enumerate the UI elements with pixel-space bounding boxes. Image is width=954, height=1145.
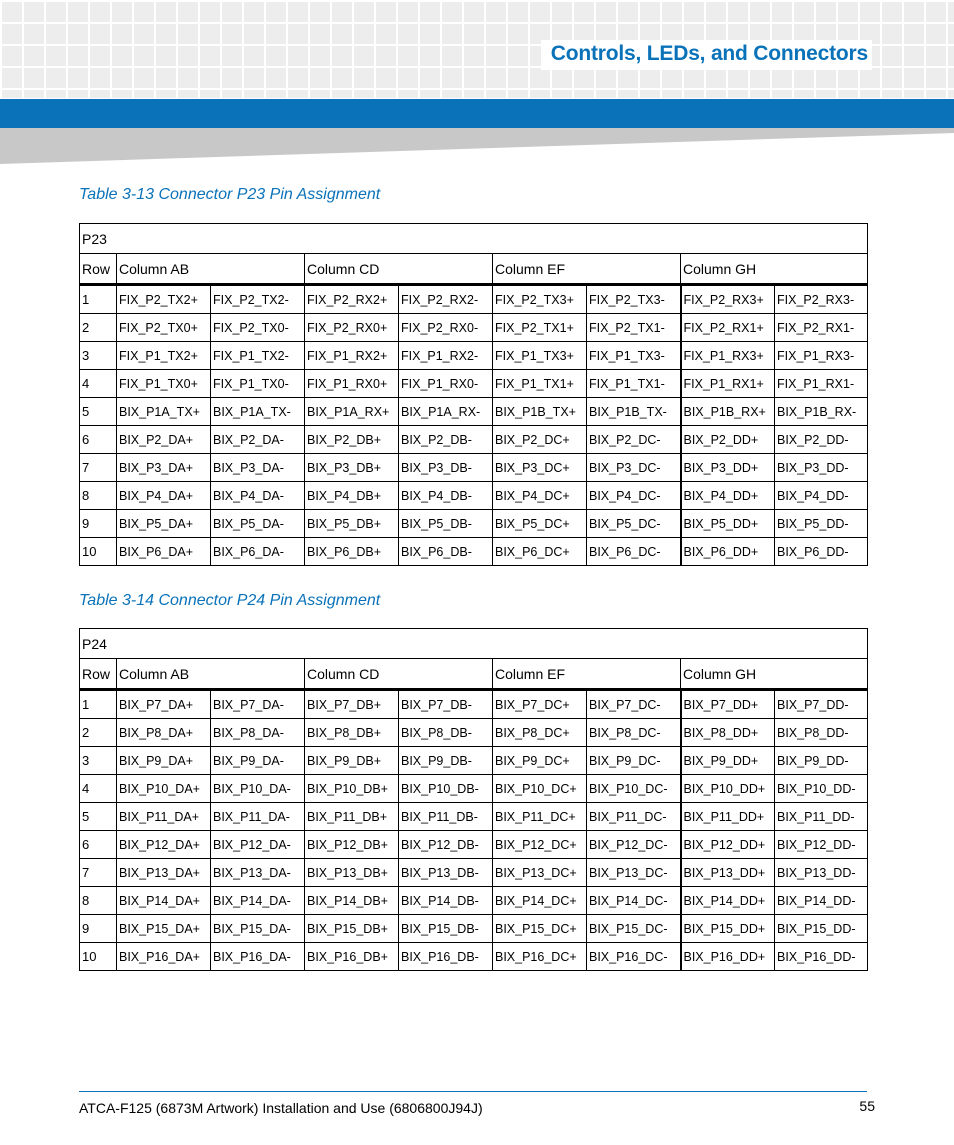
column-header: Column GH	[681, 254, 868, 285]
pin-table-p23	[79, 223, 868, 566]
pin-signal: BIX_P13_DA+	[117, 859, 211, 887]
pin-signal: BIX_P6_DB+	[305, 538, 399, 566]
row-number: 5	[80, 398, 117, 426]
table-row	[80, 887, 868, 915]
pin-signal: FIX_P2_TX0-	[211, 314, 305, 342]
pin-signal: BIX_P16_DA-	[211, 943, 305, 971]
pin-signal: FIX_P2_RX2+	[305, 285, 399, 314]
pin-signal: BIX_P8_DC-	[587, 719, 681, 747]
pin-signal: FIX_P1_TX2+	[117, 342, 211, 370]
pin-signal: BIX_P16_DA+	[117, 943, 211, 971]
pin-signal: FIX_P1_TX3+	[493, 342, 587, 370]
table-row	[80, 747, 868, 775]
header-wedge	[0, 128, 954, 164]
pin-signal: BIX_P8_DC+	[493, 719, 587, 747]
pin-signal: BIX_P12_DA+	[117, 831, 211, 859]
pin-signal: FIX_P1_TX0+	[117, 370, 211, 398]
pin-signal: BIX_P11_DA+	[117, 803, 211, 831]
pin-signal: BIX_P5_DB-	[399, 510, 493, 538]
pin-signal: BIX_P16_DB+	[305, 943, 399, 971]
row-number: 8	[80, 482, 117, 510]
pin-signal: BIX_P11_DD-	[775, 803, 868, 831]
table-row	[80, 690, 868, 719]
pin-signal: BIX_P4_DD-	[775, 482, 868, 510]
pin-signal: BIX_P9_DD+	[681, 747, 775, 775]
row-number: 10	[80, 538, 117, 566]
row-number: 4	[80, 775, 117, 803]
pin-signal: BIX_P6_DC+	[493, 538, 587, 566]
pin-signal: BIX_P15_DC-	[587, 915, 681, 943]
pin-signal: BIX_P9_DB+	[305, 747, 399, 775]
pin-signal: FIX_P2_TX1-	[587, 314, 681, 342]
table-row	[80, 719, 868, 747]
pin-signal: BIX_P2_DA-	[211, 426, 305, 454]
column-header: Column AB	[117, 659, 305, 690]
pin-signal: BIX_P12_DB+	[305, 831, 399, 859]
column-header: Column EF	[493, 659, 681, 690]
pin-signal: BIX_P15_DA+	[117, 915, 211, 943]
pin-table-p24	[79, 628, 868, 971]
pin-signal: BIX_P8_DD+	[681, 719, 775, 747]
pin-signal: BIX_P15_DA-	[211, 915, 305, 943]
pin-signal: BIX_P2_DD-	[775, 426, 868, 454]
pin-signal: FIX_P1_TX0-	[211, 370, 305, 398]
pin-signal: BIX_P13_DD+	[681, 859, 775, 887]
pin-signal: BIX_P5_DC+	[493, 510, 587, 538]
pin-signal: BIX_P15_DD-	[775, 915, 868, 943]
pin-signal: FIX_P1_RX1-	[775, 370, 868, 398]
pin-signal: FIX_P1_TX1-	[587, 370, 681, 398]
pin-signal: BIX_P3_DB-	[399, 454, 493, 482]
pin-signal: BIX_P10_DD+	[681, 775, 775, 803]
pin-signal: BIX_P12_DD+	[681, 831, 775, 859]
pin-signal: BIX_P4_DB-	[399, 482, 493, 510]
pin-signal: BIX_P6_DA+	[117, 538, 211, 566]
pin-signal: BIX_P12_DA-	[211, 831, 305, 859]
pin-signal: BIX_P6_DB-	[399, 538, 493, 566]
pin-signal: FIX_P1_RX0+	[305, 370, 399, 398]
pin-signal: BIX_P9_DA-	[211, 747, 305, 775]
pin-signal: BIX_P3_DD-	[775, 454, 868, 482]
connector-name: P24	[80, 629, 868, 659]
pin-signal: FIX_P1_RX3-	[775, 342, 868, 370]
table-row	[80, 831, 868, 859]
pin-signal: BIX_P13_DB+	[305, 859, 399, 887]
pin-signal: BIX_P8_DB+	[305, 719, 399, 747]
pin-signal: BIX_P4_DD+	[681, 482, 775, 510]
pin-signal: FIX_P2_TX0+	[117, 314, 211, 342]
pin-signal: BIX_P10_DD-	[775, 775, 868, 803]
pin-signal: BIX_P5_DA+	[117, 510, 211, 538]
pin-signal: BIX_P15_DC+	[493, 915, 587, 943]
table-row	[80, 859, 868, 887]
pin-signal: BIX_P10_DC+	[493, 775, 587, 803]
footer-document-title: ATCA-F125 (6873M Artwork) Installation and Use (6806800J94J)	[79, 1100, 483, 1116]
table-caption-p23: Table 3-13 Connector P23 Pin Assignment	[79, 186, 381, 203]
pin-signal: FIX_P1_RX3+	[681, 342, 775, 370]
pin-signal: BIX_P11_DC+	[493, 803, 587, 831]
table-row	[80, 943, 868, 971]
page-number: 55	[859, 1098, 875, 1114]
pin-signal: FIX_P2_RX0-	[399, 314, 493, 342]
pin-signal: FIX_P2_TX2+	[117, 285, 211, 314]
pin-signal: BIX_P1A_TX+	[117, 398, 211, 426]
pin-signal: BIX_P6_DC-	[587, 538, 681, 566]
pin-signal: BIX_P2_DD+	[681, 426, 775, 454]
pin-signal: BIX_P12_DD-	[775, 831, 868, 859]
table-row	[80, 398, 868, 426]
pin-signal: BIX_P14_DC+	[493, 887, 587, 915]
row-number: 2	[80, 314, 117, 342]
table-row	[80, 482, 868, 510]
pin-signal: BIX_P14_DC-	[587, 887, 681, 915]
pin-signal: BIX_P9_DC-	[587, 747, 681, 775]
pin-signal: BIX_P13_DC-	[587, 859, 681, 887]
pin-signal: FIX_P1_RX2+	[305, 342, 399, 370]
pin-signal: BIX_P4_DC-	[587, 482, 681, 510]
pin-signal: BIX_P2_DA+	[117, 426, 211, 454]
pin-signal: BIX_P8_DB-	[399, 719, 493, 747]
pin-signal: BIX_P2_DB-	[399, 426, 493, 454]
pin-signal: BIX_P15_DB+	[305, 915, 399, 943]
pin-signal: FIX_P1_TX3-	[587, 342, 681, 370]
pin-signal: BIX_P4_DA+	[117, 482, 211, 510]
pin-signal: BIX_P12_DB-	[399, 831, 493, 859]
pin-signal: FIX_P2_TX1+	[493, 314, 587, 342]
pin-signal: BIX_P8_DA-	[211, 719, 305, 747]
pin-signal: BIX_P2_DC+	[493, 426, 587, 454]
table-row	[80, 370, 868, 398]
pin-signal: BIX_P13_DA-	[211, 859, 305, 887]
column-header: Column GH	[681, 659, 868, 690]
pin-signal: BIX_P1B_RX-	[775, 398, 868, 426]
pin-signal: BIX_P9_DC+	[493, 747, 587, 775]
pin-signal: BIX_P8_DA+	[117, 719, 211, 747]
column-header: Column CD	[305, 659, 493, 690]
pin-signal: BIX_P1B_TX-	[587, 398, 681, 426]
pin-signal: FIX_P1_RX0-	[399, 370, 493, 398]
pin-signal: BIX_P3_DC-	[587, 454, 681, 482]
pin-signal: BIX_P2_DB+	[305, 426, 399, 454]
pin-signal: BIX_P14_DB-	[399, 887, 493, 915]
pin-signal: BIX_P6_DA-	[211, 538, 305, 566]
pin-signal: FIX_P1_RX2-	[399, 342, 493, 370]
column-header: Column AB	[117, 254, 305, 285]
pin-signal: BIX_P5_DA-	[211, 510, 305, 538]
pin-signal: BIX_P11_DD+	[681, 803, 775, 831]
pin-signal: FIX_P2_RX2-	[399, 285, 493, 314]
table-row	[80, 285, 868, 314]
pin-signal: FIX_P2_RX3-	[775, 285, 868, 314]
pin-signal: BIX_P13_DB-	[399, 859, 493, 887]
row-column-header: Row	[80, 254, 117, 285]
pin-signal: BIX_P4_DB+	[305, 482, 399, 510]
pin-signal: BIX_P3_DC+	[493, 454, 587, 482]
pin-signal: FIX_P1_TX2-	[211, 342, 305, 370]
pin-signal: BIX_P10_DB+	[305, 775, 399, 803]
pin-signal: BIX_P7_DB-	[399, 690, 493, 719]
pin-signal: BIX_P3_DA+	[117, 454, 211, 482]
pin-signal: BIX_P1A_RX-	[399, 398, 493, 426]
connector-title-row	[80, 629, 868, 659]
pin-signal: FIX_P2_TX2-	[211, 285, 305, 314]
pin-signal: BIX_P5_DD-	[775, 510, 868, 538]
connector-name: P23	[80, 224, 868, 254]
pin-signal: BIX_P1B_TX+	[493, 398, 587, 426]
pin-signal: BIX_P9_DA+	[117, 747, 211, 775]
pin-signal: BIX_P13_DD-	[775, 859, 868, 887]
table-row	[80, 510, 868, 538]
table-row	[80, 314, 868, 342]
table-row	[80, 803, 868, 831]
pin-signal: BIX_P16_DD+	[681, 943, 775, 971]
pin-signal: BIX_P12_DC-	[587, 831, 681, 859]
column-header: Column CD	[305, 254, 493, 285]
pin-signal: FIX_P2_RX3+	[681, 285, 775, 314]
row-number: 10	[80, 943, 117, 971]
pin-signal: BIX_P4_DC+	[493, 482, 587, 510]
pin-signal: BIX_P3_DD+	[681, 454, 775, 482]
table-row	[80, 775, 868, 803]
pin-signal: BIX_P10_DB-	[399, 775, 493, 803]
row-number: 9	[80, 510, 117, 538]
row-number: 6	[80, 426, 117, 454]
pin-signal: BIX_P7_DC+	[493, 690, 587, 719]
connector-title-row	[80, 224, 868, 254]
header-band	[0, 99, 954, 128]
pin-signal: BIX_P6_DD+	[681, 538, 775, 566]
table-row	[80, 454, 868, 482]
row-number: 9	[80, 915, 117, 943]
table-row	[80, 426, 868, 454]
pin-signal: BIX_P7_DA-	[211, 690, 305, 719]
row-number: 1	[80, 285, 117, 314]
row-number: 4	[80, 370, 117, 398]
pin-signal: BIX_P6_DD-	[775, 538, 868, 566]
footer-rule	[79, 1091, 867, 1092]
pin-signal: BIX_P10_DA+	[117, 775, 211, 803]
pin-signal: BIX_P14_DB+	[305, 887, 399, 915]
pin-signal: BIX_P12_DC+	[493, 831, 587, 859]
pin-signal: BIX_P4_DA-	[211, 482, 305, 510]
pin-signal: BIX_P1A_RX+	[305, 398, 399, 426]
pin-signal: BIX_P8_DD-	[775, 719, 868, 747]
pin-signal: BIX_P7_DB+	[305, 690, 399, 719]
pin-signal: FIX_P1_TX1+	[493, 370, 587, 398]
table-row	[80, 915, 868, 943]
pin-signal: BIX_P14_DA+	[117, 887, 211, 915]
row-number: 7	[80, 859, 117, 887]
pin-signal: BIX_P3_DB+	[305, 454, 399, 482]
pin-signal: BIX_P5_DC-	[587, 510, 681, 538]
pin-signal: BIX_P11_DB-	[399, 803, 493, 831]
row-number: 3	[80, 747, 117, 775]
pin-signal: BIX_P16_DB-	[399, 943, 493, 971]
row-number: 2	[80, 719, 117, 747]
pin-signal: BIX_P9_DB-	[399, 747, 493, 775]
pin-signal: FIX_P2_RX0+	[305, 314, 399, 342]
pin-signal: BIX_P5_DD+	[681, 510, 775, 538]
pin-signal: FIX_P2_TX3+	[493, 285, 587, 314]
pin-signal: BIX_P10_DC-	[587, 775, 681, 803]
row-number: 8	[80, 887, 117, 915]
row-number: 3	[80, 342, 117, 370]
row-column-header: Row	[80, 659, 117, 690]
pin-signal: BIX_P1A_TX-	[211, 398, 305, 426]
pin-signal: FIX_P2_RX1+	[681, 314, 775, 342]
row-number: 1	[80, 690, 117, 719]
pin-signal: BIX_P15_DD+	[681, 915, 775, 943]
pin-signal: BIX_P7_DD-	[775, 690, 868, 719]
pin-signal: BIX_P15_DB-	[399, 915, 493, 943]
header-row	[80, 254, 868, 285]
pin-signal: BIX_P11_DB+	[305, 803, 399, 831]
pin-signal: BIX_P7_DC-	[587, 690, 681, 719]
pin-signal: BIX_P16_DC+	[493, 943, 587, 971]
pin-signal: FIX_P2_RX1-	[775, 314, 868, 342]
row-number: 5	[80, 803, 117, 831]
pin-signal: BIX_P10_DA-	[211, 775, 305, 803]
table-row	[80, 342, 868, 370]
pin-signal: BIX_P9_DD-	[775, 747, 868, 775]
row-number: 7	[80, 454, 117, 482]
table-row	[80, 538, 868, 566]
pin-signal: FIX_P2_TX3-	[587, 285, 681, 314]
pin-signal: BIX_P11_DA-	[211, 803, 305, 831]
pin-signal: BIX_P13_DC+	[493, 859, 587, 887]
pin-signal: BIX_P14_DD+	[681, 887, 775, 915]
pin-signal: BIX_P11_DC-	[587, 803, 681, 831]
pin-signal: BIX_P16_DC-	[587, 943, 681, 971]
pin-signal: BIX_P16_DD-	[775, 943, 868, 971]
pin-signal: BIX_P5_DB+	[305, 510, 399, 538]
pin-signal: BIX_P14_DA-	[211, 887, 305, 915]
pin-signal: BIX_P7_DA+	[117, 690, 211, 719]
pin-signal: BIX_P14_DD-	[775, 887, 868, 915]
row-number: 6	[80, 831, 117, 859]
column-header: Column EF	[493, 254, 681, 285]
pin-signal: BIX_P1B_RX+	[681, 398, 775, 426]
pin-signal: FIX_P1_RX1+	[681, 370, 775, 398]
pin-signal: BIX_P3_DA-	[211, 454, 305, 482]
page-section-title: Controls, LEDs, and Connectors	[541, 40, 872, 70]
pin-signal: BIX_P2_DC-	[587, 426, 681, 454]
header-row	[80, 659, 868, 690]
table-caption-p24: Table 3-14 Connector P24 Pin Assignment	[79, 592, 381, 609]
pin-signal: BIX_P7_DD+	[681, 690, 775, 719]
